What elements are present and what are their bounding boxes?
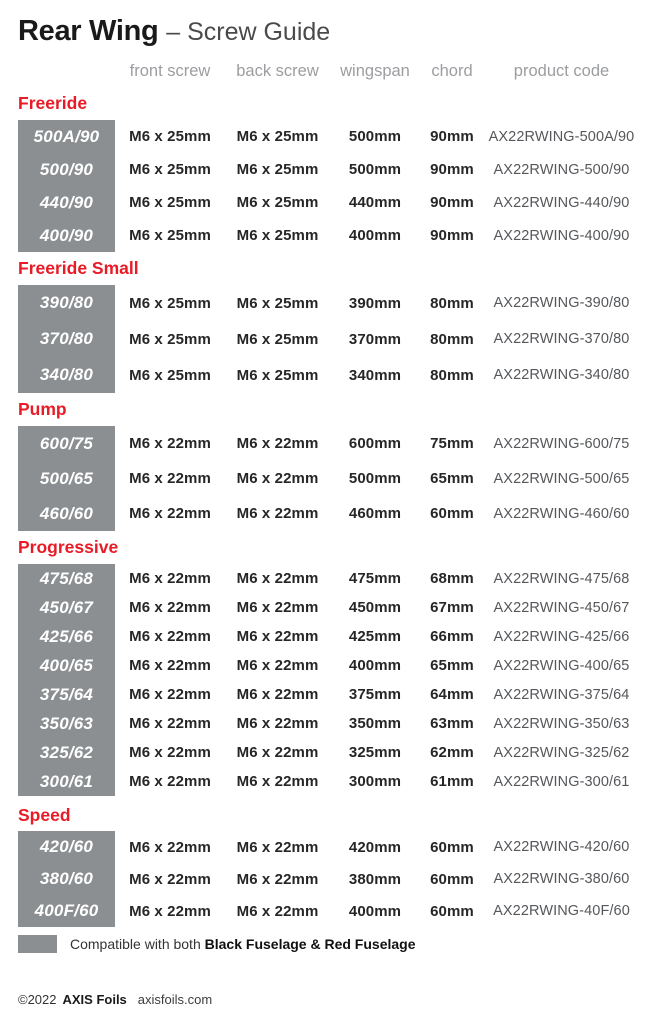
chord-value: 60mm <box>430 902 474 920</box>
back-screw-value: M6 x 22mm <box>236 628 319 645</box>
chord-value: 66mm <box>430 628 474 645</box>
chord-value: 80mm <box>430 366 474 384</box>
wingspan-value: 380mm <box>348 870 402 888</box>
chord-value: 64mm <box>430 686 474 703</box>
chord-value: 75mm <box>430 435 474 452</box>
front-screw-value: M6 x 22mm <box>129 470 211 487</box>
wingspan-value: 500mm <box>348 470 402 487</box>
back-screw-value: M6 x 22mm <box>236 838 319 856</box>
column-header: chord <box>431 61 473 80</box>
section-rows <box>18 831 639 927</box>
chord-value: 67mm <box>430 599 474 616</box>
wingspan-value: 375mm <box>348 686 402 703</box>
wingspan-value: 425mm <box>348 628 402 645</box>
column-header: back screw <box>236 61 319 80</box>
model-badge: 400/90 <box>18 219 115 252</box>
front-screw-value: M6 x 25mm <box>129 161 211 178</box>
section-title: Speed <box>18 805 71 825</box>
model-badge: 350/63 <box>18 709 115 738</box>
model-badge: 450/67 <box>18 593 115 622</box>
front-screw-value: M6 x 22mm <box>129 870 211 888</box>
chord-value: 63mm <box>430 715 474 732</box>
product-code-value: AX22RWING-375/64 <box>493 686 630 703</box>
front-screw-value: M6 x 22mm <box>129 715 211 732</box>
wingspan-value: 400mm <box>348 227 402 244</box>
back-screw-value: M6 x 22mm <box>236 715 319 732</box>
product-code-value: AX22RWING-600/75 <box>493 435 630 452</box>
back-screw-value: M6 x 25mm <box>236 227 319 244</box>
chord-value: 90mm <box>430 161 474 178</box>
front-screw-value: M6 x 22mm <box>129 435 211 452</box>
back-screw-value: M6 x 22mm <box>236 570 319 587</box>
product-code-value: AX22RWING-500/65 <box>493 470 630 487</box>
section-rows <box>18 120 639 252</box>
back-screw-value: M6 x 25mm <box>236 161 319 178</box>
product-code-value: AX22RWING-500/90 <box>493 161 630 178</box>
column-header: front screw <box>129 61 211 80</box>
wingspan-value: 450mm <box>348 599 402 616</box>
chord-value: 90mm <box>430 227 474 244</box>
chord-value: 65mm <box>430 657 474 674</box>
copyright-year: ©2022 <box>18 992 57 1007</box>
model-badge: 475/68 <box>18 564 115 593</box>
chord-value: 60mm <box>430 870 474 888</box>
back-screw-value: M6 x 25mm <box>236 330 319 348</box>
back-screw-value: M6 x 22mm <box>236 657 319 674</box>
model-badge: 600/75 <box>18 426 115 461</box>
product-code-value: AX22RWING-420/60 <box>493 839 630 855</box>
section-title: Freeride <box>18 93 88 113</box>
back-screw-value: M6 x 22mm <box>236 744 319 761</box>
back-screw-value: M6 x 25mm <box>236 194 319 211</box>
chord-value: 62mm <box>430 744 474 761</box>
front-screw-value: M6 x 22mm <box>129 599 211 616</box>
front-screw-value: M6 x 22mm <box>129 628 211 645</box>
model-badge: 300/61 <box>18 767 115 796</box>
front-screw-value: M6 x 25mm <box>129 194 211 211</box>
product-code-value: AX22RWING-40F/60 <box>493 903 630 919</box>
section-speed <box>18 806 639 927</box>
product-code-value: AX22RWING-460/60 <box>493 505 630 522</box>
back-screw-value: M6 x 22mm <box>236 470 319 487</box>
gray-swatch <box>18 935 57 953</box>
product-code-value: AX22RWING-400/65 <box>493 657 630 674</box>
model-badge: 340/80 <box>18 357 115 393</box>
brand-name: AXIS Foils <box>62 992 127 1007</box>
front-screw-value: M6 x 22mm <box>129 902 211 920</box>
back-screw-value: M6 x 22mm <box>236 773 319 790</box>
front-screw-value: M6 x 25mm <box>129 366 211 384</box>
model-badge: 370/80 <box>18 321 115 357</box>
legend-text-bold: Black Fuselage & Red Fuselage <box>204 936 416 952</box>
product-code-value: AX22RWING-440/90 <box>493 194 630 211</box>
wingspan-value: 460mm <box>348 505 402 522</box>
front-screw-value: M6 x 22mm <box>129 657 211 674</box>
chord-value: 90mm <box>430 194 474 211</box>
model-badge: 440/90 <box>18 186 115 219</box>
model-badge: 400/65 <box>18 651 115 680</box>
product-code-value: AX22RWING-325/62 <box>493 744 630 761</box>
product-code-value: AX22RWING-350/63 <box>493 715 630 732</box>
wingspan-value: 500mm <box>348 128 402 145</box>
front-screw-value: M6 x 22mm <box>129 686 211 703</box>
section-progressive <box>18 538 639 796</box>
front-screw-value: M6 x 25mm <box>129 128 211 145</box>
legend-text <box>70 936 416 952</box>
model-badge: 500/65 <box>18 461 115 496</box>
model-badge: 500/90 <box>18 153 115 186</box>
front-screw-value: M6 x 22mm <box>129 773 211 790</box>
wingspan-value: 340mm <box>348 366 402 384</box>
section-rows <box>18 285 639 393</box>
back-screw-value: M6 x 22mm <box>236 686 319 703</box>
title-subtitle: – Screw Guide <box>166 18 331 46</box>
front-screw-value: M6 x 25mm <box>129 294 211 312</box>
model-badge: 460/60 <box>18 496 115 531</box>
product-code-value: AX22RWING-370/80 <box>493 331 630 347</box>
chord-value: 80mm <box>430 294 474 312</box>
footer <box>18 992 639 1007</box>
chord-value: 60mm <box>430 505 474 522</box>
legend-text-regular: Compatible with both <box>70 936 205 952</box>
chord-value: 90mm <box>430 128 474 145</box>
section-rows <box>18 426 639 531</box>
front-screw-value: M6 x 22mm <box>129 570 211 587</box>
model-badge: 380/60 <box>18 863 115 895</box>
front-screw-value: M6 x 22mm <box>129 838 211 856</box>
wingspan-value: 325mm <box>348 744 402 761</box>
column-headers <box>18 61 639 81</box>
wingspan-value: 500mm <box>348 161 402 178</box>
chord-value: 60mm <box>430 838 474 856</box>
model-badge: 425/66 <box>18 622 115 651</box>
back-screw-value: M6 x 22mm <box>236 599 319 616</box>
model-badge: 500A/90 <box>18 120 115 153</box>
back-screw-value: M6 x 22mm <box>236 505 319 522</box>
section-title: Pump <box>18 399 67 419</box>
model-badge: 390/80 <box>18 285 115 321</box>
wingspan-value: 400mm <box>348 657 402 674</box>
chord-value: 80mm <box>430 330 474 348</box>
product-code-value: AX22RWING-425/66 <box>493 628 630 645</box>
chord-value: 61mm <box>430 773 474 790</box>
front-screw-value: M6 x 25mm <box>129 330 211 348</box>
front-screw-value: M6 x 22mm <box>129 744 211 761</box>
model-badge: 375/64 <box>18 680 115 709</box>
model-badge: 420/60 <box>18 831 115 863</box>
wingspan-value: 390mm <box>348 294 402 312</box>
front-screw-value: M6 x 22mm <box>129 505 211 522</box>
product-code-value: AX22RWING-390/80 <box>493 295 630 311</box>
wingspan-value: 420mm <box>348 838 402 856</box>
fuselage-compatibility-legend <box>18 935 639 953</box>
product-code-value: AX22RWING-500A/90 <box>488 128 635 145</box>
wingspan-value: 600mm <box>348 435 402 452</box>
back-screw-value: M6 x 25mm <box>236 366 319 384</box>
wingspan-value: 370mm <box>348 330 402 348</box>
product-code-value: AX22RWING-300/61 <box>493 773 630 790</box>
front-screw-value: M6 x 25mm <box>129 227 211 244</box>
back-screw-value: M6 x 25mm <box>236 294 319 312</box>
back-screw-value: M6 x 22mm <box>236 902 319 920</box>
product-code-value: AX22RWING-475/68 <box>493 570 630 587</box>
section-freeride-small <box>18 259 639 393</box>
wingspan-value: 475mm <box>348 570 402 587</box>
section-rows <box>18 564 639 796</box>
column-header: wingspan <box>340 61 410 80</box>
wingspan-value: 350mm <box>348 715 402 732</box>
wingspan-value: 440mm <box>348 194 402 211</box>
spec-table <box>18 94 639 927</box>
page-title <box>18 14 639 49</box>
model-badge: 400F/60 <box>18 895 115 927</box>
product-code-value: AX22RWING-380/60 <box>493 871 630 887</box>
back-screw-value: M6 x 22mm <box>236 870 319 888</box>
back-screw-value: M6 x 22mm <box>236 435 319 452</box>
website-link[interactable]: axisfoils.com <box>137 992 213 1007</box>
chord-value: 65mm <box>430 470 474 487</box>
wingspan-value: 400mm <box>348 902 402 920</box>
column-header: product code <box>513 61 610 80</box>
section-title: Progressive <box>18 537 119 557</box>
product-code-value: AX22RWING-340/80 <box>493 367 630 383</box>
product-code-value: AX22RWING-450/67 <box>493 599 630 616</box>
section-freeride <box>18 94 639 252</box>
chord-value: 68mm <box>430 570 474 587</box>
back-screw-value: M6 x 25mm <box>236 128 319 145</box>
section-title: Freeride Small <box>18 258 139 278</box>
title-main: Rear Wing <box>18 15 159 47</box>
section-pump <box>18 400 639 531</box>
product-code-value: AX22RWING-400/90 <box>493 227 630 244</box>
model-badge: 325/62 <box>18 738 115 767</box>
wingspan-value: 300mm <box>348 773 402 790</box>
